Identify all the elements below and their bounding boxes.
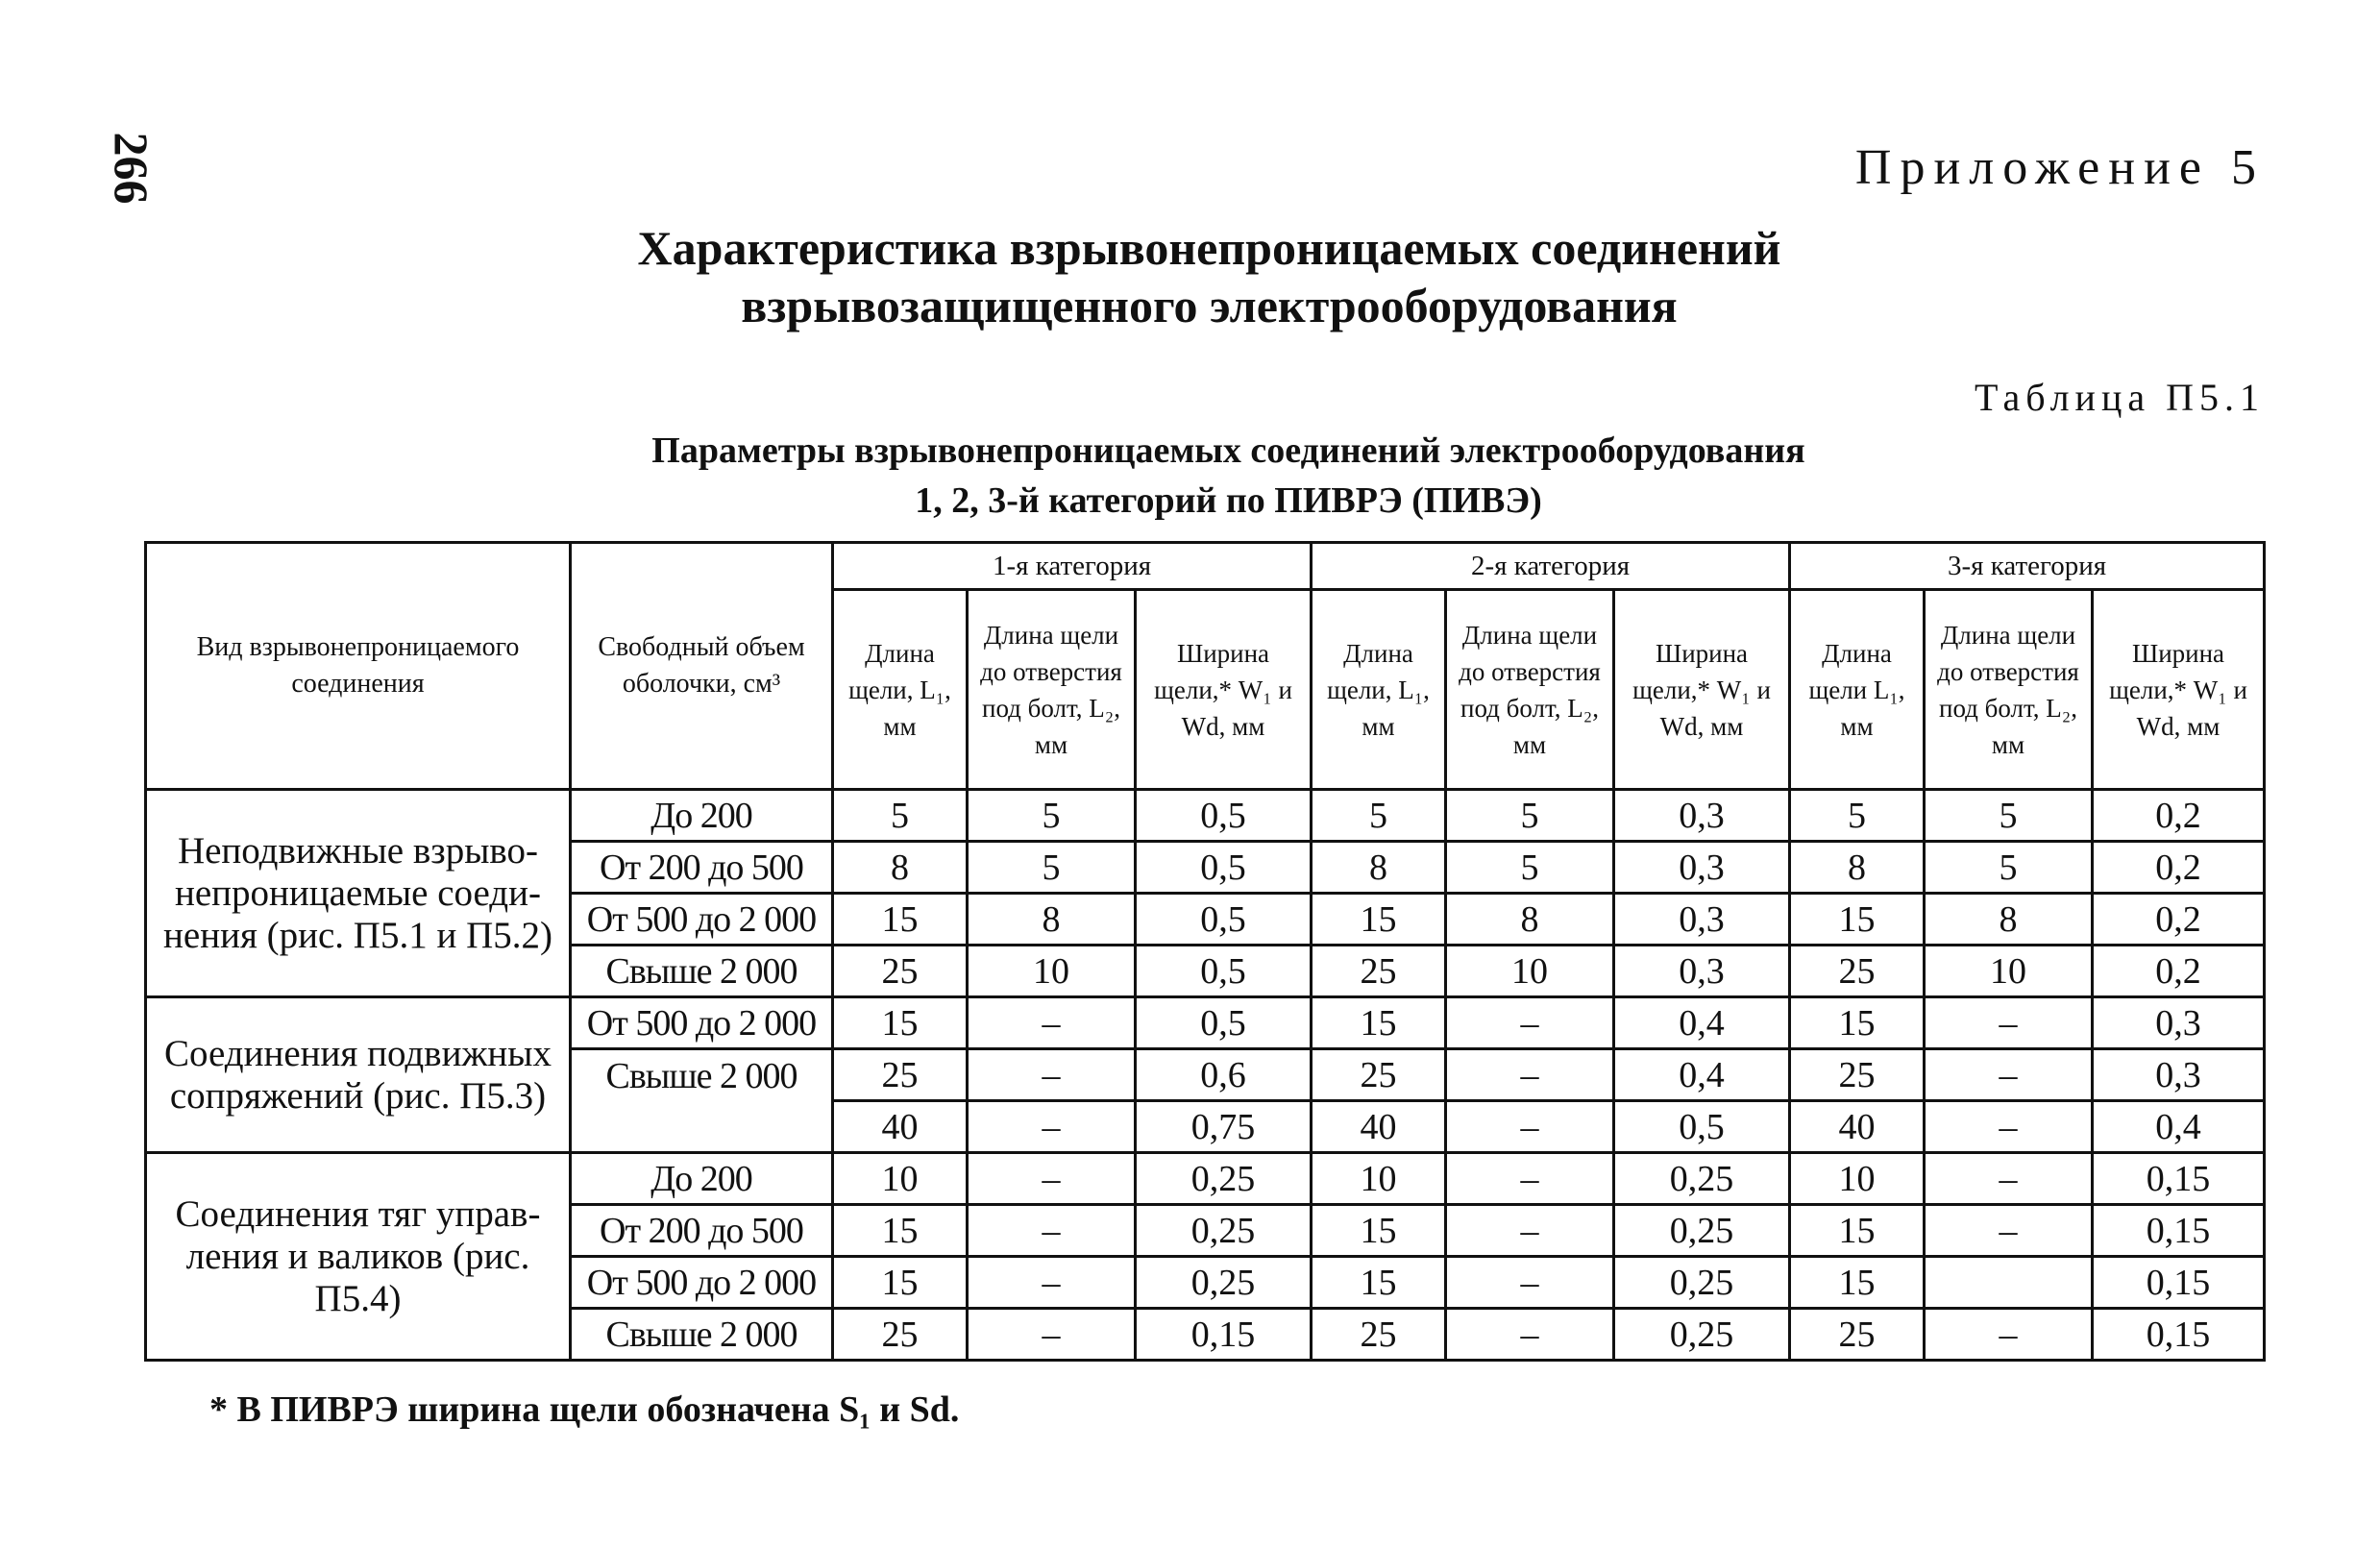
parameters-table (144, 541, 2266, 1362)
value-cell: 8 (1925, 894, 2093, 946)
value-cell: 5 (1312, 790, 1446, 842)
value-cell: 5 (1790, 790, 1925, 842)
value-cell: 10 (1925, 946, 2093, 997)
value-cell: 8 (1446, 894, 1614, 946)
value-cell: 0,15 (2093, 1205, 2265, 1257)
value-cell: 10 (1312, 1153, 1446, 1205)
value-cell: 10 (1790, 1153, 1925, 1205)
value-cell: 0,5 (1136, 894, 1312, 946)
volume-cell: До 200 (571, 1153, 833, 1205)
value-cell: 0,25 (1614, 1205, 1790, 1257)
value-cell (1925, 1257, 2093, 1309)
volume-cell: От 200 до 500 (571, 1205, 833, 1257)
value-cell: – (968, 1205, 1136, 1257)
value-cell: 0,6 (1136, 1049, 1312, 1101)
table-title (0, 426, 2380, 526)
table-title-line-1: Параметры взрывонепроницаемых соединений электрооборудования (651, 430, 1805, 471)
main-title-line-2: взрывозащищенного электрооборудования (741, 279, 1678, 332)
value-cell: 8 (833, 842, 968, 894)
value-cell: 25 (1790, 1049, 1925, 1101)
value-cell: – (1925, 1153, 2093, 1205)
value-cell: 25 (1790, 946, 1925, 997)
joint-type-cell: Соединения подвижных сопряжений (рис. П5.3) (146, 997, 571, 1153)
value-cell: 0,25 (1614, 1153, 1790, 1205)
value-cell: 8 (968, 894, 1136, 946)
value-cell: 0,2 (2093, 842, 2265, 894)
joint-type-cell: Неподвижные взрывонепроницаемые соединения (рис. П5.1 и П5.2) (146, 790, 571, 997)
value-cell: 0,25 (1614, 1257, 1790, 1309)
value-cell: 25 (1790, 1309, 1925, 1361)
value-cell: 5 (833, 790, 968, 842)
header-gap-width-2: Ширина щели,* W₁ и Wd, мм (1614, 590, 1790, 790)
page-number: 266 (105, 132, 159, 205)
value-cell: 0,5 (1136, 842, 1312, 894)
value-cell: – (968, 997, 1136, 1049)
footnote: * В ПИВРЭ ширина щели обозначена S₁ и Sd. (209, 1389, 960, 1430)
value-cell: 0,4 (1614, 997, 1790, 1049)
value-cell: 0,75 (1136, 1101, 1312, 1153)
volume-cell: От 500 до 2 000 (571, 894, 833, 946)
value-cell: 8 (1312, 842, 1446, 894)
value-cell: 15 (1790, 1205, 1925, 1257)
table-row (146, 997, 2265, 1049)
value-cell: 25 (1312, 1309, 1446, 1361)
value-cell: 5 (1925, 790, 2093, 842)
value-cell: 0,15 (2093, 1309, 2265, 1361)
value-cell: 0,3 (2093, 1049, 2265, 1101)
value-cell: 0,3 (1614, 842, 1790, 894)
value-cell: 10 (968, 946, 1136, 997)
value-cell: – (1925, 1309, 2093, 1361)
header-free-volume: Свободный объем оболочки, см³ (571, 543, 833, 790)
value-cell: 0,5 (1136, 997, 1312, 1049)
value-cell: – (1446, 997, 1614, 1049)
value-cell: 25 (833, 1309, 968, 1361)
value-cell: 15 (1312, 894, 1446, 946)
header-gap-width-1: Ширина щели,* W₁ и Wd, мм (1136, 590, 1312, 790)
value-cell: – (1446, 1049, 1614, 1101)
value-cell: 15 (833, 1205, 968, 1257)
value-cell: 25 (1312, 946, 1446, 997)
value-cell: – (1925, 1101, 2093, 1153)
value-cell: – (968, 1101, 1136, 1153)
value-cell: 15 (1312, 1205, 1446, 1257)
value-cell: 0,5 (1136, 946, 1312, 997)
value-cell: 25 (833, 1049, 968, 1101)
value-cell: 0,2 (2093, 790, 2265, 842)
value-cell: 0,15 (2093, 1257, 2265, 1309)
volume-cell: От 200 до 500 (571, 842, 833, 894)
value-cell: – (1925, 1205, 2093, 1257)
value-cell: 0,25 (1614, 1309, 1790, 1361)
value-cell: 15 (1312, 997, 1446, 1049)
volume-cell: До 200 (571, 790, 833, 842)
header-gap-to-bolt-2: Длина щели до отверстия под болт, L₂, мм (1446, 590, 1614, 790)
value-cell: – (968, 1257, 1136, 1309)
value-cell: – (968, 1049, 1136, 1101)
value-cell: 5 (1446, 790, 1614, 842)
value-cell: 0,25 (1136, 1257, 1312, 1309)
value-cell: – (968, 1153, 1136, 1205)
header-gap-length-3: Длина щели L₁, мм (1790, 590, 1925, 790)
header-category-1: 1-я категория (833, 543, 1312, 590)
value-cell: 5 (968, 842, 1136, 894)
joint-type-cell: Соединения тяг управления и валиков (рис. П5.4) (146, 1153, 571, 1361)
value-cell: 0,2 (2093, 946, 2265, 997)
value-cell: 0,15 (2093, 1153, 2265, 1205)
value-cell: 15 (833, 1257, 968, 1309)
value-cell: – (1446, 1101, 1614, 1153)
value-cell: 0,3 (2093, 997, 2265, 1049)
volume-cell: Свыше 2 000 (571, 1309, 833, 1361)
table-label: Таблица П5.1 (1975, 376, 2265, 419)
value-cell: 0,3 (1614, 894, 1790, 946)
value-cell: – (1446, 1205, 1614, 1257)
volume-cell: От 500 до 2 000 (571, 997, 833, 1049)
value-cell: 5 (1446, 842, 1614, 894)
header-row-categories (146, 543, 2265, 590)
header-gap-length-1: Длина щели, L₁, мм (833, 590, 968, 790)
value-cell: 15 (1790, 997, 1925, 1049)
volume-cell: Свыше 2 000 (571, 1049, 833, 1153)
value-cell: 25 (1312, 1049, 1446, 1101)
value-cell: 0,3 (1614, 946, 1790, 997)
main-title-line-1: Характеристика взрывонепроницаемых соединений (637, 221, 1781, 275)
value-cell: 0,5 (1136, 790, 1312, 842)
header-category-2: 2-я категория (1312, 543, 1790, 590)
value-cell: 0,4 (1614, 1049, 1790, 1101)
value-cell: 40 (1790, 1101, 1925, 1153)
value-cell: 5 (968, 790, 1136, 842)
value-cell: 15 (833, 997, 968, 1049)
volume-cell: От 500 до 2 000 (571, 1257, 833, 1309)
value-cell: 10 (833, 1153, 968, 1205)
value-cell: 15 (1790, 894, 1925, 946)
value-cell: 25 (833, 946, 968, 997)
value-cell: 15 (1312, 1257, 1446, 1309)
value-cell: – (1925, 997, 2093, 1049)
value-cell: 0,15 (1136, 1309, 1312, 1361)
header-gap-width-3: Ширина щели,* W₁ и Wd, мм (2093, 590, 2265, 790)
value-cell: 0,2 (2093, 894, 2265, 946)
value-cell: – (968, 1309, 1136, 1361)
value-cell: – (1446, 1153, 1614, 1205)
table-title-line-2: 1, 2, 3-й категорий по ПИВРЭ (ПИВЭ) (915, 480, 1542, 521)
header-gap-to-bolt-1: Длина щели до отверстия под болт, L₂, мм (968, 590, 1136, 790)
header-joint-type: Вид взрывонепроницаемого соединения (146, 543, 571, 790)
table-row (146, 790, 2265, 842)
main-title (0, 219, 2380, 334)
value-cell: 15 (833, 894, 968, 946)
value-cell: 0,25 (1136, 1153, 1312, 1205)
value-cell: 0,25 (1136, 1205, 1312, 1257)
appendix-label: Приложение 5 (1854, 140, 2265, 195)
value-cell: – (1925, 1049, 2093, 1101)
value-cell: 40 (1312, 1101, 1446, 1153)
value-cell: 5 (1925, 842, 2093, 894)
value-cell: 8 (1790, 842, 1925, 894)
value-cell: 15 (1790, 1257, 1925, 1309)
value-cell: 10 (1446, 946, 1614, 997)
value-cell: – (1446, 1257, 1614, 1309)
header-gap-length-2: Длина щели, L₁, мм (1312, 590, 1446, 790)
header-category-3: 3-я категория (1790, 543, 2265, 590)
volume-cell: Свыше 2 000 (571, 946, 833, 997)
value-cell: 40 (833, 1101, 968, 1153)
value-cell: 0,5 (1614, 1101, 1790, 1153)
value-cell: 0,3 (1614, 790, 1790, 842)
value-cell: 0,4 (2093, 1101, 2265, 1153)
value-cell: – (1446, 1309, 1614, 1361)
header-gap-to-bolt-3: Длина щели до отверстия под болт, L₂, мм (1925, 590, 2093, 790)
table-row (146, 1153, 2265, 1205)
